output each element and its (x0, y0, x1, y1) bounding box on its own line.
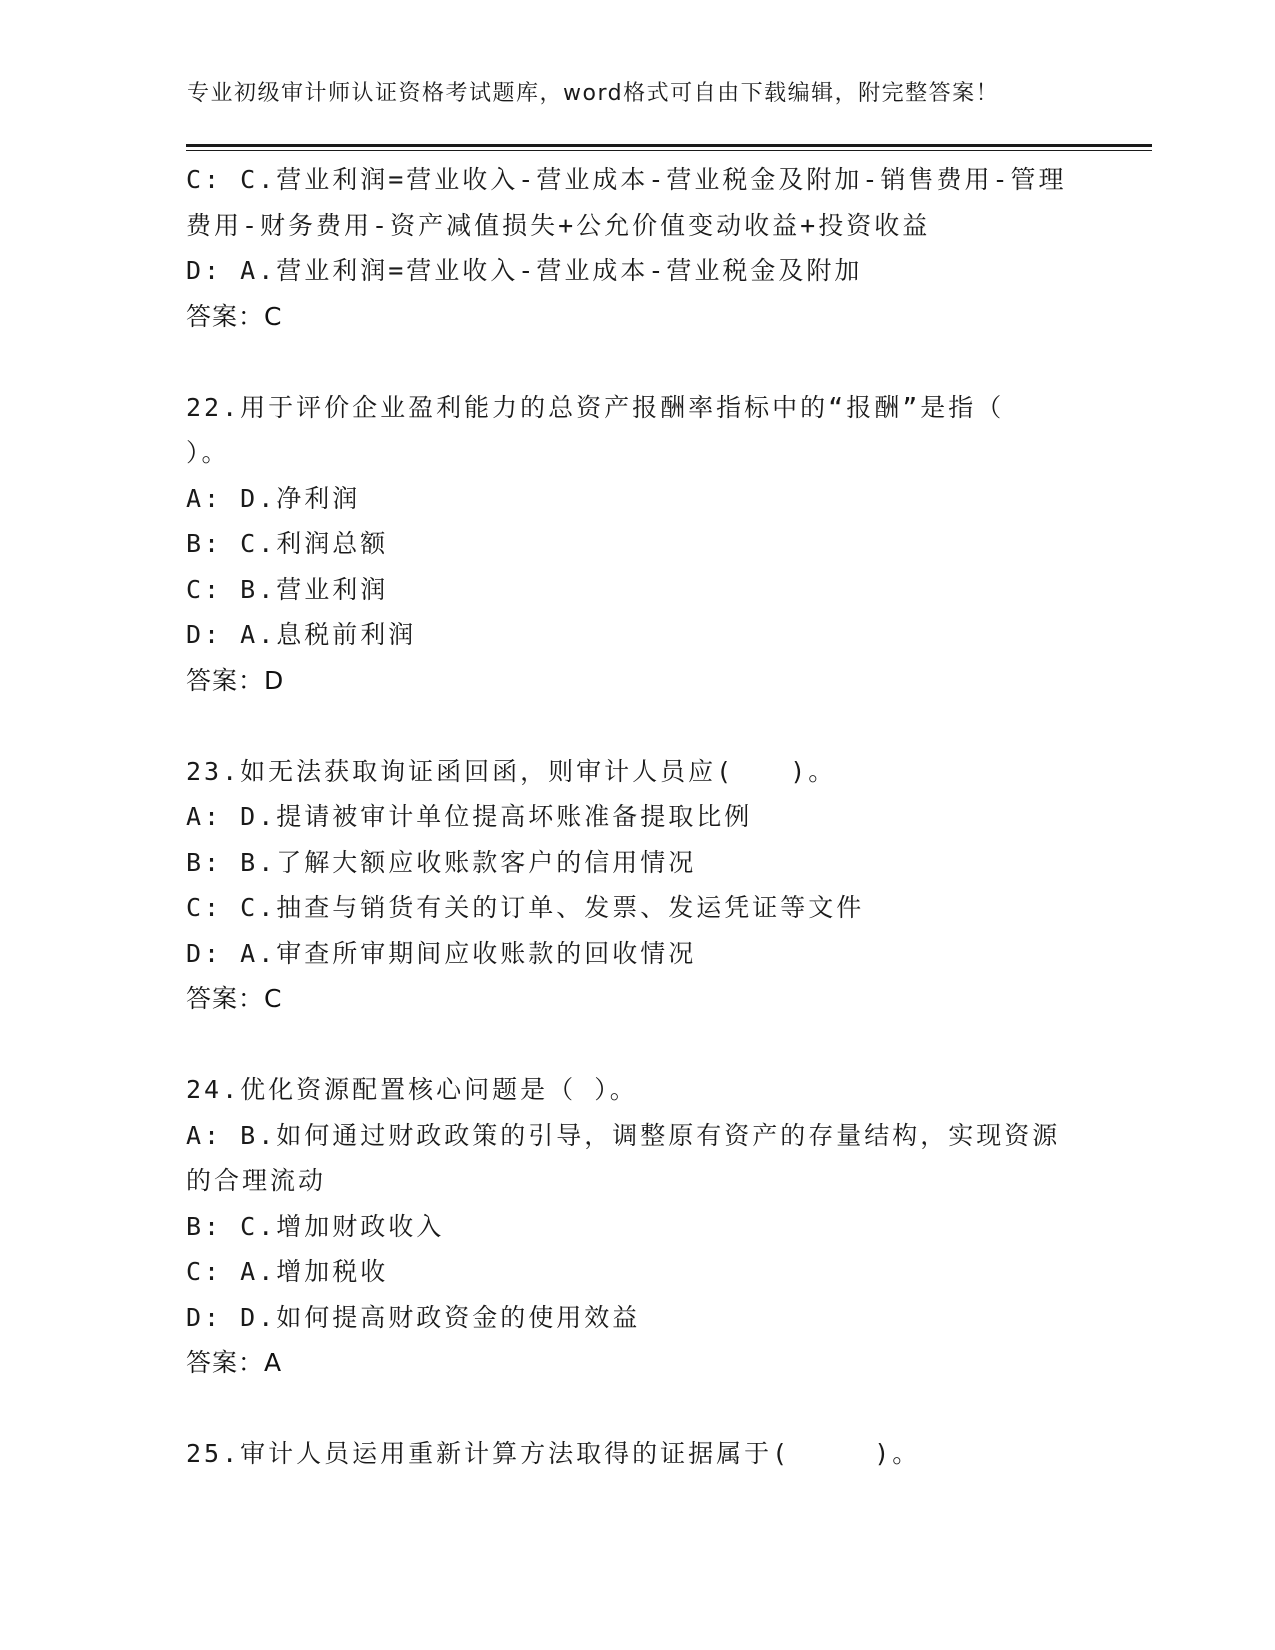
question-list (186, 157, 1086, 1477)
option-a-line-1: A: B.如何通过财政政策的引导，调整原有资产的存量结构，实现资源 (186, 1120, 1061, 1150)
question-21-tail (186, 157, 1086, 339)
option-c: C: B.营业利润 (186, 574, 389, 604)
question-24 (186, 1067, 1086, 1386)
option-d: D: D.如何提高财政资金的使用效益 (186, 1302, 641, 1332)
answer: 答案：C (186, 984, 283, 1013)
question-stem: 23.如无法获取询证函回函，则审计人员应( )。 (186, 756, 837, 786)
option-a: A: D.净利润 (186, 483, 361, 513)
question-stem-line-2: ）。 (186, 438, 230, 467)
spacer (186, 1022, 1086, 1068)
spacer (186, 1386, 1086, 1432)
option-a-line-2: 的合理流动 (186, 1166, 327, 1195)
spacer (186, 703, 1086, 749)
option-c: C: C.抽查与销货有关的订单、发票、发运凭证等文件 (186, 893, 865, 922)
option-d: D: A.审查所审期间应收账款的回收情况 (186, 938, 697, 968)
answer: 答案：D (186, 665, 285, 695)
answer: 答案：A (186, 1348, 283, 1377)
question-22 (186, 385, 1086, 704)
option-d: D: A.息税前利润 (186, 620, 417, 649)
question-25 (186, 1431, 1086, 1477)
question-stem: 25.审计人员运用重新计算方法取得的证据属于( )。 (186, 1439, 921, 1468)
question-stem-line-1: 22.用于评价企业盈利能力的总资产报酬率指标中的“报酬”是指（ (186, 392, 1005, 422)
header-rule-thick (186, 144, 1152, 147)
question-23 (186, 749, 1086, 1022)
option-b: B: B.了解大额应收账款客户的信用情况 (186, 847, 697, 877)
header-rule-thin (186, 150, 1152, 151)
spacer (186, 339, 1086, 385)
page-header: 专业初级审计师认证资格考试题库，word格式可自由下载编辑，附完整答案！ (187, 81, 1000, 106)
option-d: D: A.营业利润=营业收入-营业成本-营业税金及附加 (186, 256, 863, 285)
option-b: B: C.增加财政收入 (186, 1211, 445, 1241)
option-c: C: A.增加税收 (186, 1257, 389, 1286)
option-a: A: D.提请被审计单位提高坏账准备提取比例 (186, 802, 753, 831)
option-c-line-1: C: C.营业利润=营业收入-营业成本-营业税金及附加-销售费用-管理 (186, 165, 1067, 194)
question-stem: 24.优化资源配置核心问题是（ ）。 (186, 1075, 638, 1104)
answer: 答案：C (186, 301, 283, 331)
option-b: B: C.利润总额 (186, 529, 389, 558)
option-c-line-2: 费用-财务费用-资产减值损失+公允价值变动收益+投资收益 (186, 210, 931, 240)
